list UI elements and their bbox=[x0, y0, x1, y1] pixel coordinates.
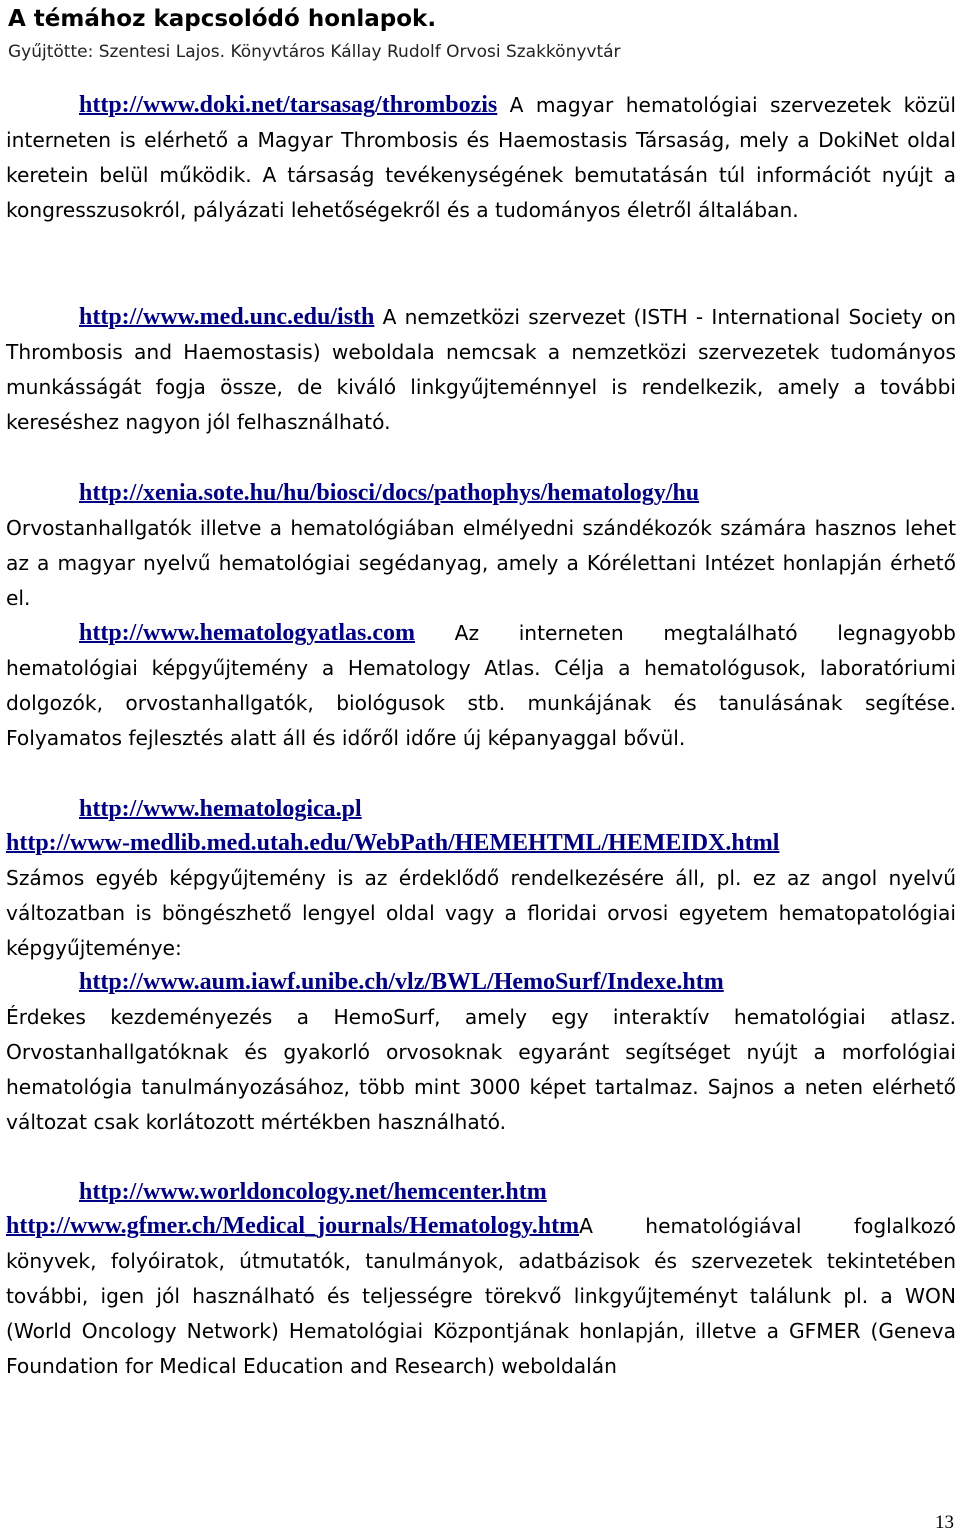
link-doki-net[interactable]: http://www.doki.net/tarsasag/thrombozis bbox=[79, 92, 498, 118]
link-isth[interactable]: http://www.med.unc.edu/isth bbox=[79, 304, 375, 330]
entry-description: Az interneten megtalálható legnagyobb hematológiai képgyűjtemény a Hematology Atlas. Célja a hematológusok, laboratóriumi dolgozók, orvostanhallgatók, biológusok stb. munkájának és tanulásának segítése. Folyamatos fejlesztés alatt áll és időről időre új képanyaggal bővül. bbox=[6, 621, 956, 750]
link-worldoncology[interactable]: http://www.worldoncology.net/hemcenter.htm bbox=[79, 1179, 547, 1205]
entry-hemosurf-description: Érdekes kezdeményezés a HemoSurf, amely egy interaktív hematológiai atlasz. Orvostanhallgatóknak és gyakorló orvosoknak egyaránt segítséget nyújt a morfológiai hematológia tanulmányozásához, több mint 3000 képet tartalmaz. Sajnos a neten elérhető változat csak korlátozott mértékben használható. bbox=[6, 1005, 956, 1134]
entry-worldoncology-url-line bbox=[79, 1175, 547, 1210]
page-title: A témához kapcsolódó honlapok. bbox=[8, 6, 437, 32]
link-xenia-sote[interactable]: http://xenia.sote.hu/hu/biosci/docs/pathophys/hematology/hu bbox=[79, 480, 700, 506]
entry-description: A magyar hematológiai szervezetek közül interneten is elérhető a Magyar Thrombosis és Haemostasis Társaság, mely a DokiNet oldal keretein belül működik. A társaság tevékenységének bemutatásán túl információt nyújt a kongresszusokról, pályázati lehetőségekről és a tudományos életről általában. bbox=[6, 93, 956, 222]
entry-isth bbox=[6, 300, 956, 440]
link-hematologica[interactable]: http://www.hematologica.pl bbox=[79, 796, 362, 822]
entry-xenia-description: Orvostanhallgatók illetve a hematológiában elmélyedni szándékozók számára hasznos lehet az a magyar nyelvű hematológiai segédanyag, amely a Kórélettani Intézet honlapján érhető el. bbox=[6, 516, 956, 610]
entry-hematologica-url-line bbox=[79, 792, 362, 827]
entry-description: A hematológiával foglalkozó könyvek, folyóiratok, útmutatók, tanulmányok, adatbázisok és szervezetek tekintetében további, igen jól használható és teljességre törekvő linkgyűjteményt találunk pl. a WON (World Oncology Network) Hematológiai Központjának honlapján, illetve a GFMER (Geneva Foundation for Medical Education and Research) weboldalán bbox=[6, 1214, 956, 1378]
link-hemosurf[interactable]: http://www.aum.iawf.unibe.ch/vlz/BWL/HemoSurf/Indexe.htm bbox=[79, 969, 724, 995]
entry-xenia-url-line bbox=[79, 476, 699, 511]
entry-doki-net bbox=[6, 88, 956, 228]
page-number: 13 bbox=[935, 1512, 954, 1533]
link-hematologyatlas[interactable]: http://www.hematologyatlas.com bbox=[79, 620, 415, 646]
link-gfmer[interactable]: http://www.gfmer.ch/Medical_journals/Hematology.htm bbox=[6, 1213, 580, 1239]
entry-hematologyatlas bbox=[6, 616, 956, 756]
entry-description: A nemzetközi szervezet (ISTH - International Society on Thrombosis and Haemostasis) weboldala nemcsak a nemzetközi szervezetek tudományos munkásságát fogja össze, de kiváló linkgyűjteménnyel is rendelkezik, amely a további kereséshez nagyon jól felhasználható. bbox=[6, 305, 956, 434]
link-medlib-utah[interactable]: http://www-medlib.med.utah.edu/WebPath/HEMEHTML/HEMEIDX.html bbox=[6, 830, 780, 856]
page-subtitle: Gyűjtötte: Szentesi Lajos. Könyvtáros Kállay Rudolf Orvosi Szakkönyvtár bbox=[8, 42, 621, 62]
entry-hemosurf-url-line bbox=[79, 965, 724, 1000]
entry-medlib-description: Számos egyéb képgyűjtemény is az érdeklődő rendelkezésére áll, pl. ez az angol nyelvű változatban is böngészhető lengyel oldal vagy a floridai orvosi egyetem hematopatológiai képgyűjteménye: bbox=[6, 866, 956, 960]
entry-gfmer bbox=[6, 1209, 956, 1384]
entry-medlib-url-line bbox=[6, 826, 779, 861]
